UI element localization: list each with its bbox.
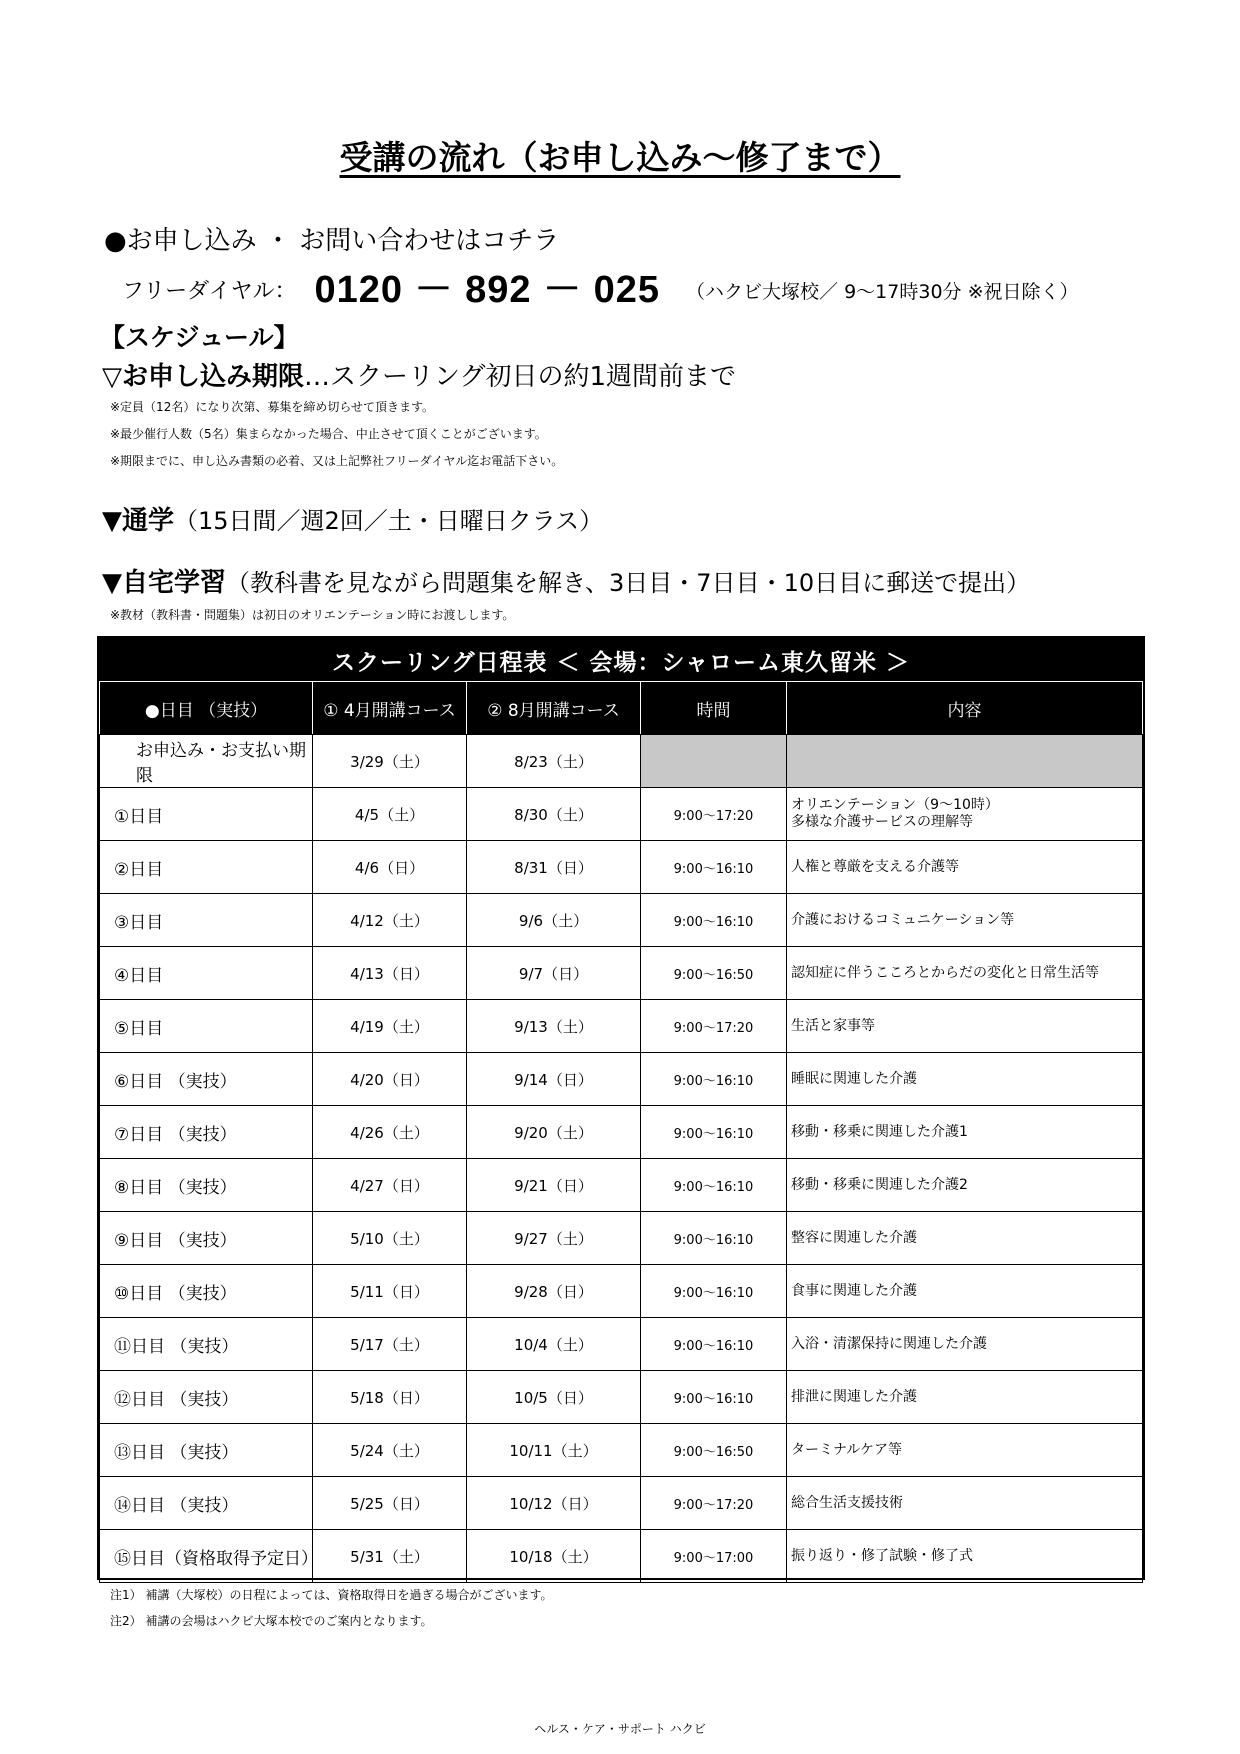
day-cell: ②日目 [100, 841, 313, 894]
time-cell: 9:00～16:10 [641, 1371, 787, 1424]
content-cell: 入浴・清潔保持に関連した介護 [787, 1318, 1143, 1371]
home-study-label: ▼自宅学習 [102, 568, 226, 598]
deadline-text: …スクーリング初日の約1週間前まで [304, 362, 737, 392]
home-study-text: （教科書を見ながら問題集を解き、3日目・7日目・10日目に郵送で提出） [226, 569, 1031, 597]
august-date-cell: 8/31（日） [467, 841, 641, 894]
table-row [100, 1318, 1143, 1371]
table-row [100, 894, 1143, 947]
table-row [100, 1477, 1143, 1530]
time-cell: 9:00～17:20 [641, 1000, 787, 1053]
phone-hours: （ハクビ大塚校／ 9～17時30分 ※祝日除く） [686, 281, 1079, 303]
content-cell: 整容に関連した介護 [787, 1212, 1143, 1265]
day-cell: ①日目 [100, 788, 313, 841]
page-title: 受講の流れ（お申し込み～修了まで） [339, 138, 901, 177]
april-date-cell: 5/31（土） [313, 1530, 467, 1583]
commute-text: （15日間／週2回／土・日曜日クラス） [174, 507, 604, 535]
table-row [100, 1265, 1143, 1318]
deadline-note: ※最少催行人数（5名）集まらなかった場合、中止させて頂くことがございます。 [110, 427, 547, 441]
august-date-cell: 10/18（土） [467, 1530, 641, 1583]
april-date-cell: 5/11（日） [313, 1265, 467, 1318]
april-date-cell: 4/12（土） [313, 894, 467, 947]
table-row [100, 1371, 1143, 1424]
contact-heading: ●お申し込み ・ お問い合わせはコチラ [104, 226, 560, 256]
day-cell: ⑬日目 （実技） [100, 1424, 313, 1477]
table-row [100, 947, 1143, 1000]
april-date-cell: 4/20（日） [313, 1053, 467, 1106]
august-date-cell: 10/11（土） [467, 1424, 641, 1477]
column-header-april-course: ① 4月開講コース [313, 682, 467, 735]
content-cell: 総合生活支援技術 [787, 1477, 1143, 1530]
august-date-cell: 9/28（日） [467, 1265, 641, 1318]
august-date-cell: 8/30（土） [467, 788, 641, 841]
content-cell [787, 735, 1143, 788]
schedule-heading: 【スケジュール】 [100, 323, 299, 352]
table-row [100, 788, 1143, 841]
time-cell: 9:00～16:10 [641, 894, 787, 947]
time-cell: 9:00～17:20 [641, 1477, 787, 1530]
phone-number: 0120 － 892 － 025 [314, 269, 661, 311]
content-cell: 認知症に伴うこころとからだの変化と日常生活等 [787, 947, 1143, 1000]
april-date-cell: 4/19（土） [313, 1000, 467, 1053]
day-cell: ⑦日目 （実技） [100, 1106, 313, 1159]
august-date-cell: 9/27（土） [467, 1212, 641, 1265]
day-cell: ③日目 [100, 894, 313, 947]
table-row [100, 841, 1143, 894]
time-cell: 9:00～16:10 [641, 1106, 787, 1159]
content-cell: 人権と尊厳を支える介護等 [787, 841, 1143, 894]
time-cell: 9:00～16:10 [641, 1265, 787, 1318]
day-cell: ⑫日目 （実技） [100, 1371, 313, 1424]
table-row [100, 1530, 1143, 1583]
column-header-content: 内容 [787, 682, 1143, 735]
table-row [100, 735, 1143, 788]
page-footer: ヘルス・ケア・サポート ハクビ [534, 1722, 706, 1736]
content-cell: 排泄に関連した介護 [787, 1371, 1143, 1424]
april-date-cell: 4/13（日） [313, 947, 467, 1000]
content-cell: 振り返り・修了試験・修了式 [787, 1530, 1143, 1583]
content-cell: 食事に関連した介護 [787, 1265, 1143, 1318]
april-date-cell: 4/6（日） [313, 841, 467, 894]
day-cell: ⑪日目 （実技） [100, 1318, 313, 1371]
day-cell: ⑮日目（資格取得予定日） [100, 1530, 313, 1583]
august-date-cell: 10/5（日） [467, 1371, 641, 1424]
commute-label: ▼通学 [102, 506, 174, 536]
column-header-day: ●日目 （実技） [100, 682, 313, 735]
august-date-cell: 10/4（土） [467, 1318, 641, 1371]
phone-row [122, 258, 1079, 313]
commute-row [102, 500, 603, 537]
home-study-row [102, 562, 1030, 599]
content-cell: 生活と家事等 [787, 1000, 1143, 1053]
table-row [100, 1106, 1143, 1159]
time-cell: 9:00～16:10 [641, 1053, 787, 1106]
table-row [100, 1424, 1143, 1477]
april-date-cell: 5/24（土） [313, 1424, 467, 1477]
content-cell: オリエンテーション（9～10時） 多様な介護サービスの理解等 [787, 788, 1143, 841]
august-date-cell: 9/7（日） [467, 947, 641, 1000]
column-header-time: 時間 [641, 682, 787, 735]
schedule-table [97, 636, 1145, 1580]
content-cell: ターミナルケア等 [787, 1424, 1143, 1477]
deadline-note: ※期限までに、申し込み書類の必着、又は上記弊社フリーダイヤル迄お電話下さい。 [110, 454, 564, 468]
table-row [100, 1212, 1143, 1265]
august-date-cell: 10/12（日） [467, 1477, 641, 1530]
phone-label: フリーダイヤル： [122, 279, 297, 304]
day-cell: ⑨日目 （実技） [100, 1212, 313, 1265]
footnote: 注2） 補講の会場はハクビ大塚本校でのご案内となります。 [110, 1614, 433, 1628]
august-date-cell: 8/23（土） [467, 735, 641, 788]
day-cell: ④日目 [100, 947, 313, 1000]
time-cell: 9:00～17:20 [641, 788, 787, 841]
august-date-cell: 9/14（日） [467, 1053, 641, 1106]
time-cell: 9:00～16:50 [641, 947, 787, 1000]
content-cell: 介護におけるコミュニケーション等 [787, 894, 1143, 947]
august-date-cell: 9/6（土） [467, 894, 641, 947]
april-date-cell: 4/5（土） [313, 788, 467, 841]
table-row [100, 1159, 1143, 1212]
april-date-cell: 5/18（日） [313, 1371, 467, 1424]
day-cell: ⑩日目 （実技） [100, 1265, 313, 1318]
time-cell: 9:00～17:00 [641, 1530, 787, 1583]
deadline-note: ※定員（12名）になり次第、募集を締め切らせて頂きます。 [110, 400, 435, 414]
content-cell: 移動・移乗に関連した介護2 [787, 1159, 1143, 1212]
table-row [100, 1000, 1143, 1053]
april-date-cell: 5/10（土） [313, 1212, 467, 1265]
april-date-cell: 5/25（日） [313, 1477, 467, 1530]
day-cell: お申込み・お支払い期限 [100, 735, 313, 788]
schedule-table-title: スクーリング日程表 ＜ 会場：シャローム東久留米 ＞ [100, 639, 1143, 682]
april-date-cell: 5/17（土） [313, 1318, 467, 1371]
home-study-note: ※教材（教科書・問題集）は初日のオリエンテーション時にお渡しします。 [110, 608, 515, 622]
august-date-cell: 9/13（土） [467, 1000, 641, 1053]
time-cell: 9:00～16:10 [641, 841, 787, 894]
day-cell: ⑥日目 （実技） [100, 1053, 313, 1106]
time-cell: 9:00～16:10 [641, 1318, 787, 1371]
table-row [100, 1053, 1143, 1106]
april-date-cell: 4/26（土） [313, 1106, 467, 1159]
time-cell: 9:00～16:10 [641, 1159, 787, 1212]
day-cell: ⑤日目 [100, 1000, 313, 1053]
time-cell: 9:00～16:50 [641, 1424, 787, 1477]
footnote: 注1） 補講（大塚校）の日程によっては、資格取得日を過ぎる場合がございます。 [110, 1588, 553, 1602]
august-date-cell: 9/21（日） [467, 1159, 641, 1212]
deadline-row [102, 356, 736, 393]
april-date-cell: 4/27（日） [313, 1159, 467, 1212]
content-cell: 睡眠に関連した介護 [787, 1053, 1143, 1106]
time-cell: 9:00～16:10 [641, 1212, 787, 1265]
august-date-cell: 9/20（土） [467, 1106, 641, 1159]
april-date-cell: 3/29（土） [313, 735, 467, 788]
column-header-august-course: ② 8月開講コース [467, 682, 641, 735]
content-cell: 移動・移乗に関連した介護1 [787, 1106, 1143, 1159]
day-cell: ⑧日目 （実技） [100, 1159, 313, 1212]
deadline-label: ▽お申し込み期限 [102, 362, 304, 392]
day-cell: ⑭日目 （実技） [100, 1477, 313, 1530]
time-cell [641, 735, 787, 788]
